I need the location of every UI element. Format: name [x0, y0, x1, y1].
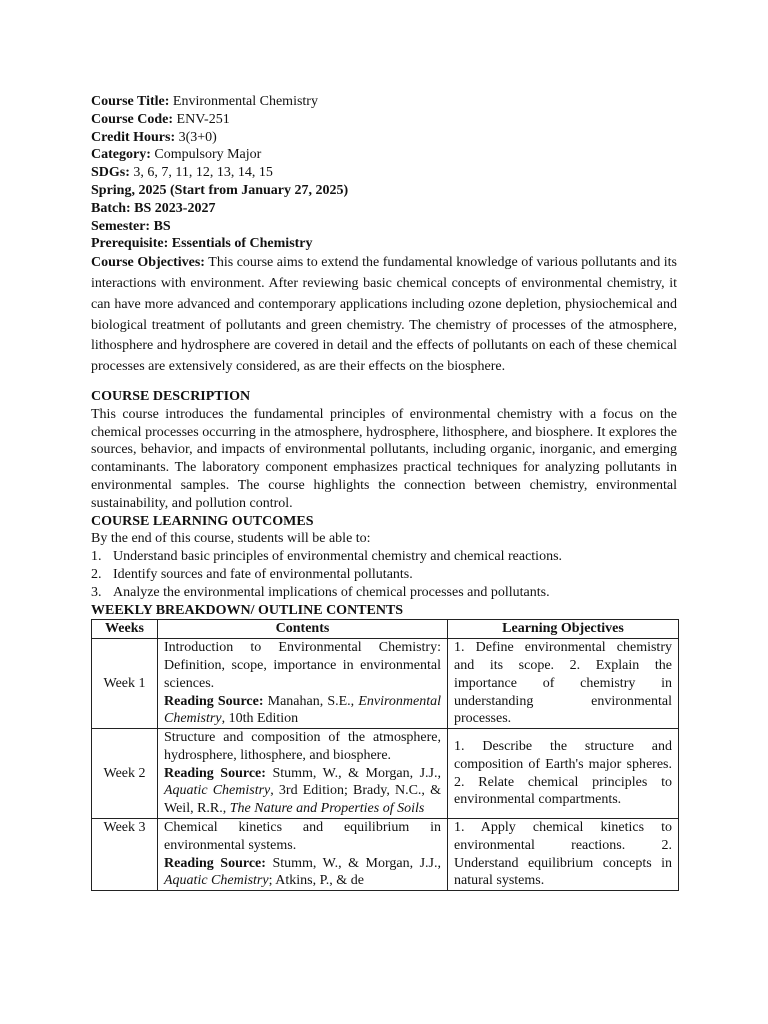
learning-outcome-item	[91, 548, 677, 566]
reading-source-text: Stumm, W., & Morgan, J.J.,	[265, 765, 441, 781]
course-objectives-label: Course Objectives:	[91, 255, 205, 271]
sdgs-line	[91, 164, 677, 182]
week-cell: Week 1	[92, 639, 158, 729]
week-cell: Week 3	[92, 819, 158, 891]
contents-cell	[158, 729, 448, 819]
category-line	[91, 146, 677, 164]
table-header-row	[92, 620, 679, 639]
course-title-line	[91, 93, 677, 111]
column-header-contents: Contents	[158, 620, 448, 639]
course-description-heading: COURSE DESCRIPTION	[91, 388, 251, 404]
course-title-value: Environmental Chemistry	[172, 94, 318, 109]
weekly-breakdown-heading: WEEKLY BREAKDOWN/ OUTLINE CONTENTS	[91, 602, 404, 618]
outcome-number: 2.	[91, 566, 102, 582]
reading-source-label: Reading Source:	[164, 693, 264, 709]
table-row	[92, 639, 679, 729]
objectives-cell: 1. Apply chemical kinetics to environmental reactions. 2. Understand equilibrium concepts in natural systems.	[448, 819, 679, 891]
credit-hours-value: 3(3+0)	[178, 129, 217, 145]
document-page	[91, 93, 677, 891]
reading-source-label: Reading Source:	[164, 765, 266, 781]
contents-text: Chemical kinetics and equilibrium in environmental systems.	[164, 820, 441, 853]
contents-text: Structure and composition of the atmosphere, hydrosphere, lithosphere, and biosphere.	[164, 730, 441, 763]
contents-text: Introduction to Environmental Chemistry: Definition, scope, importance in environmental sciences.	[164, 640, 441, 691]
objectives-cell: 1. Describe the structure and composition of Earth's major spheres. 2. Relate chemical principles to environmental compartments.	[448, 729, 679, 819]
sdgs-value: 3, 6, 7, 11, 12, 13, 14, 15	[133, 165, 273, 181]
outcome-number: 1.	[91, 549, 102, 565]
outcome-text: Identify sources and fate of environmental pollutants.	[113, 566, 413, 582]
objectives-cell: 1. Define environmental chemistry and its scope. 2. Explain the importance of chemistry in understanding environmental processes.	[448, 639, 679, 729]
course-code-line	[91, 111, 677, 129]
column-header-weeks: Weeks	[92, 620, 158, 639]
course-code-label: Course Code:	[91, 111, 174, 127]
reading-source-text: ; Atkins, P., & de	[268, 873, 364, 889]
outcome-number: 3.	[91, 584, 102, 600]
reading-source-title: Aquatic Chemistry	[164, 783, 271, 799]
learning-outcomes-intro: By the end of this course, students will be able to:	[91, 531, 371, 547]
category-value: Compulsory Major	[154, 147, 262, 163]
week-cell: Week 2	[92, 729, 158, 819]
prerequisite-line: Prerequisite: Essentials of Chemistry	[91, 236, 313, 252]
column-header-objectives: Learning Objectives	[448, 620, 679, 639]
credit-hours-label: Credit Hours:	[91, 129, 176, 145]
learning-outcome-item	[91, 566, 677, 584]
course-objectives	[91, 253, 677, 378]
sdgs-label: SDGs:	[91, 165, 130, 181]
reading-source-label: Reading Source:	[164, 855, 266, 871]
learning-outcomes-heading: COURSE LEARNING OUTCOMES	[91, 513, 314, 529]
course-code-value: ENV-251	[176, 111, 230, 127]
contents-cell	[158, 639, 448, 729]
reading-source-title: Aquatic Chemistry	[164, 873, 269, 889]
reading-source-text: Manahan, S.E.,	[263, 693, 359, 709]
semester-line: Semester: BS	[91, 218, 171, 234]
reading-source-text: , 10th Edition	[221, 711, 299, 727]
outcome-text: Understand basic principles of environmental chemistry and chemical reactions.	[113, 549, 563, 565]
course-title-label: Course Title:	[91, 94, 170, 109]
reading-source-title: The Nature and Properties of Soils	[229, 801, 425, 817]
reading-source-text: , 3rd Edition; Brady, N.C., & Weil, R.R.,	[164, 783, 441, 817]
contents-cell	[158, 819, 448, 891]
credit-hours-line	[91, 129, 677, 147]
outcome-text: Analyze the environmental implications of chemical processes and pollutants.	[113, 584, 550, 600]
learning-outcome-item	[91, 584, 677, 602]
category-label: Category:	[91, 147, 151, 163]
term-line: Spring, 2025 (Start from January 27, 2025)	[91, 182, 349, 198]
table-row	[92, 819, 679, 891]
table-row	[92, 729, 679, 819]
course-objectives-text: This course aims to extend the fundamental knowledge of various pollutants and its interactions with environment. After reviewing basic chemical concepts of environmental chemistry, it can have more advanced and contemporary applications including ozone depletion, physiochemical and biological treatment of pollutants and green chemistry. The chemistry of processes of the atmosphere, lithosphere and hydrosphere are covered in detail and the effects of pollutants on each of these chemical processes are extensively considered, as are their effects on the biosphere.	[91, 255, 678, 375]
batch-line: Batch: BS 2023-2027	[91, 200, 216, 216]
reading-source-title: Environmental Chemistry	[164, 693, 441, 727]
weekly-breakdown-table	[91, 619, 679, 891]
course-description-text: This course introduces the fundamental principles of environmental chemistry with a focus on the chemical processes occurring in the atmosphere, hydrosphere, lithosphere, and biosphere. It explores the sources, behavior, and impacts of environmental pollutants, including organic, inorganic, and emerging contaminants. The laboratory component emphasizes practical techniques for analyzing pollutants in environmental samples. The course highlights the connection between chemistry, environmental sustainability, and pollution control.	[91, 406, 677, 511]
reading-source-text: Stumm, W., & Morgan, J.J.,	[265, 855, 441, 871]
